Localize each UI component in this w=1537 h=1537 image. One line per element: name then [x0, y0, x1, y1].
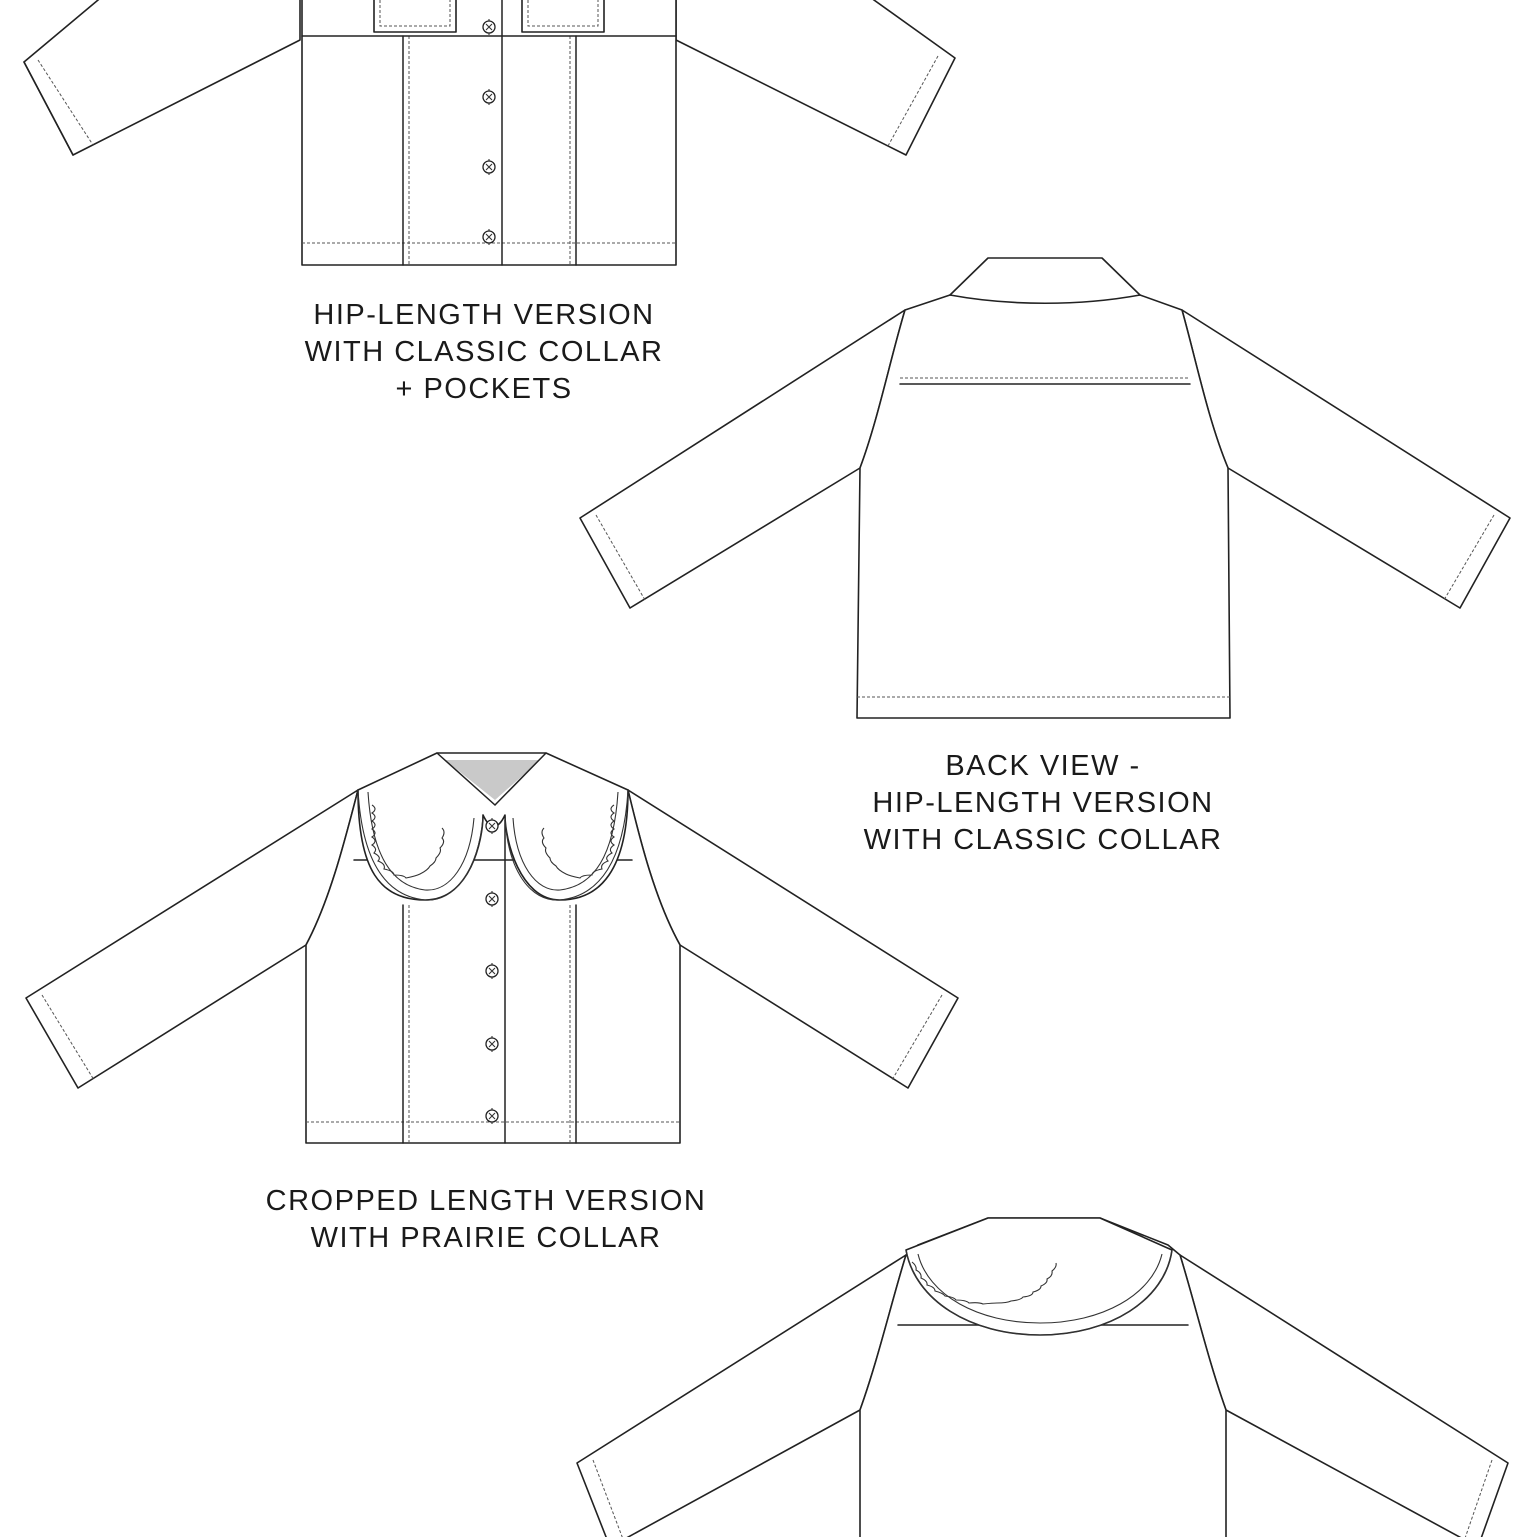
body [857, 295, 1230, 718]
caption-back-view [843, 748, 1243, 859]
caption-line: BACK VIEW - [945, 750, 1141, 782]
caption-line: HIP-LENGTH VERSION [872, 787, 1214, 819]
right-sleeve [676, 0, 955, 155]
caption-line: CROPPED LENGTH VERSION [265, 1185, 707, 1217]
caption-line: HIP-LENGTH VERSION [313, 299, 655, 331]
cropped-back-flat [577, 1218, 1508, 1537]
caption-hip-length-front [284, 297, 684, 408]
caption-line: + POCKETS [395, 373, 573, 405]
caption-cropped-front [236, 1183, 736, 1257]
left-sleeve [577, 1255, 906, 1537]
right-chest-pocket [522, 0, 604, 32]
left-sleeve [24, 0, 300, 155]
caption-line: WITH PRAIRIE COLLAR [310, 1222, 662, 1254]
caption-line: WITH CLASSIC COLLAR [863, 824, 1223, 856]
body [302, 0, 676, 265]
left-chest-pocket [374, 0, 456, 32]
hip-length-back-flat [580, 258, 1510, 718]
back-collar [950, 258, 1140, 303]
right-sleeve [1180, 1255, 1508, 1537]
right-sleeve [1182, 310, 1510, 608]
cropped-front-flat [26, 753, 958, 1143]
caption-line: WITH CLASSIC COLLAR [304, 336, 664, 368]
hip-length-front-flat [24, 0, 955, 265]
